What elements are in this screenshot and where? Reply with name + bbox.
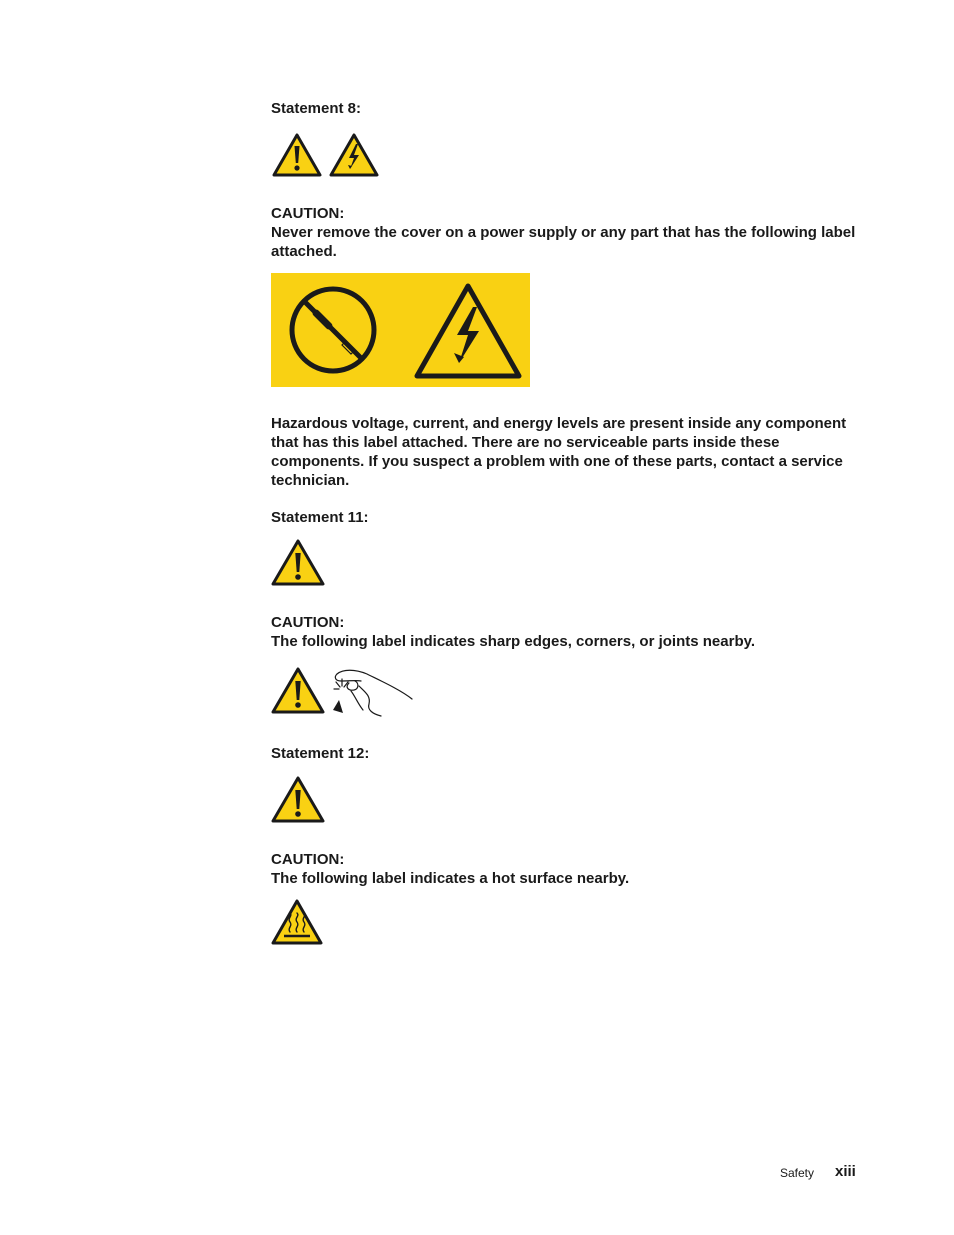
electrical-hazard-icon [331,135,377,175]
warning-triangle-icon [274,135,320,175]
sharp-edge-hand-icon [333,670,412,716]
statement-12-warning: The following label indicates a hot surface nearby. [271,870,630,887]
statement-12-icon [271,775,327,825]
statement-11-label [271,666,416,718]
statement-8-warning: Never remove the cover on a power supply or any part that has the following label attached. [271,224,856,260]
warning-triangle-icon [273,778,323,821]
statement-8-icons [272,132,382,178]
statement-12-caution: CAUTION: [271,851,345,868]
statement-11-warning: The following label indicates sharp edges, corners, or joints nearby. [271,633,755,650]
statement-8-caution: CAUTION: [271,205,345,222]
warning-triangle-icon [273,669,323,712]
footer-section-label: Safety [780,1166,815,1180]
statement-8-label [271,273,530,387]
statement-12-label [271,898,327,948]
statement-11-icon [271,538,327,588]
statement-8-hazard-text: Hazardous voltage, current, and energy levels are present inside any component that has this label attached. There are no serviceable parts inside these components. If you suspect a problem with one of these parts, contact a service technician. [271,415,847,489]
page-number: xiii [835,1163,856,1180]
hot-surface-icon [273,901,321,943]
statement-11-caution: CAUTION: [271,614,345,631]
statement-8-heading: Statement 8: [271,100,362,117]
statement-11-heading: Statement 11: [271,509,369,526]
warning-triangle-icon [273,541,323,584]
statement-12-heading: Statement 12: [271,745,370,762]
